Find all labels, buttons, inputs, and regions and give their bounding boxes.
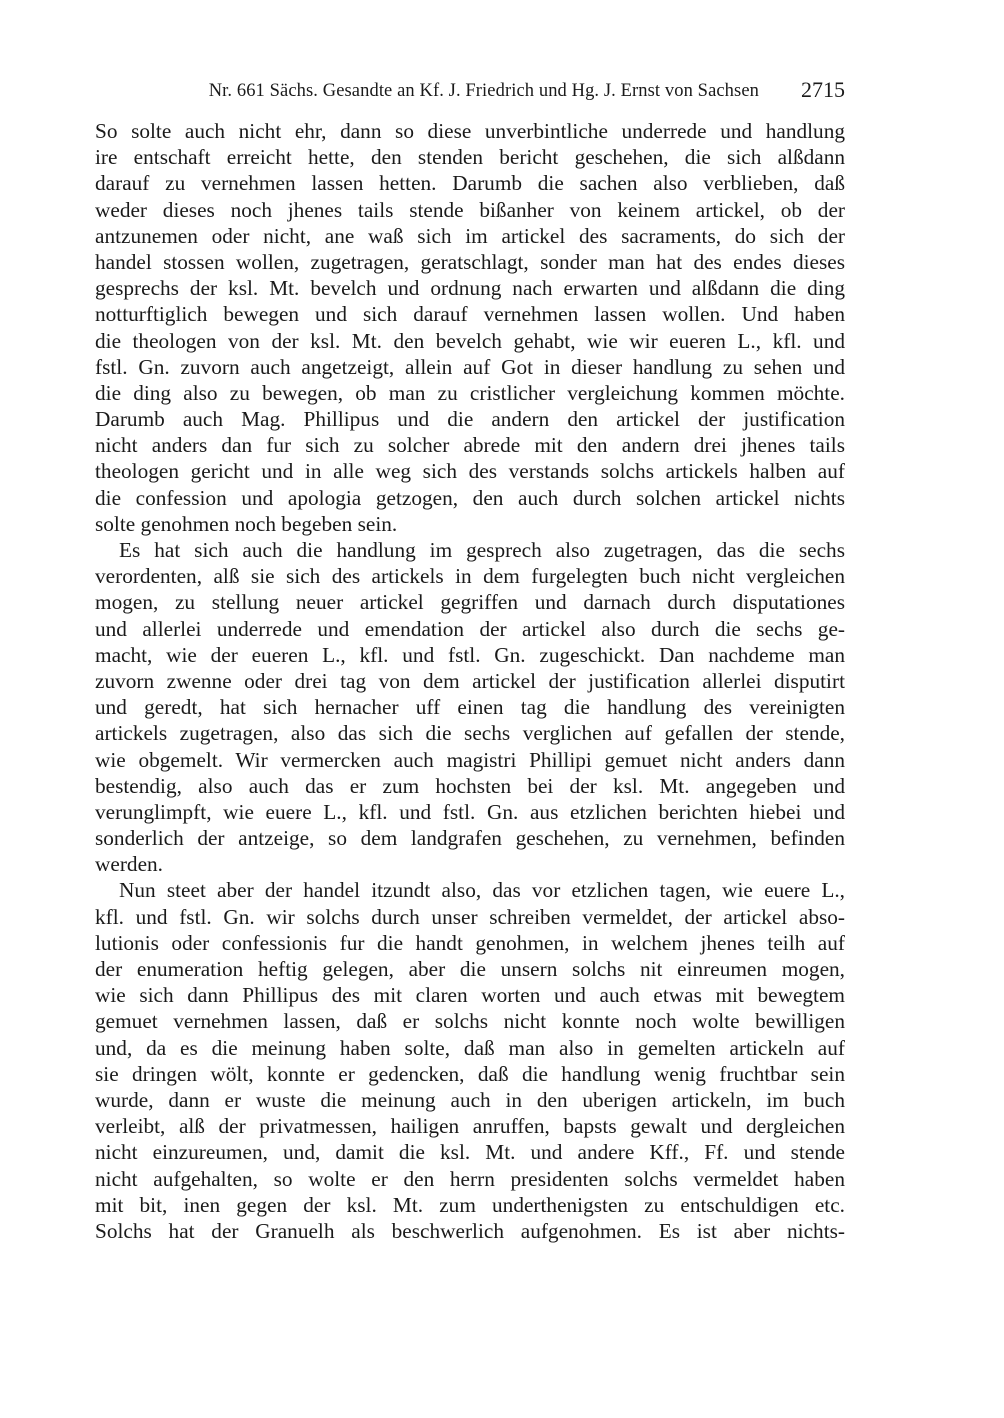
text-line: mit bit, inen gegen der ksl. Mt. zum underthenigsten zu entschuldigen etc.	[95, 1192, 845, 1217]
text-line: ire entschaft erreicht hette, den stenden bericht geschehen, die sich alßdann	[95, 145, 845, 170]
text-line: und, da es die meinung haben solte, daß man also in gemelten artickeln auf	[95, 1035, 845, 1060]
text-line: mogen, zu stellung neuer artickel gegriffen und darnach durch disputationes	[95, 590, 845, 615]
text-line: darauf zu vernehmen lassen hetten. Darumb die sachen also verblieben, daß	[95, 171, 845, 196]
text-line: wurde, dann er wuste die meinung auch in den uberigen artickeln, im buch	[95, 1087, 845, 1112]
document-page	[95, 76, 845, 1244]
running-header	[95, 76, 845, 110]
text-line: die confession und apologia getzogen, den auch durch solchen artickel nichts	[95, 485, 845, 510]
text-line: wie obgemelt. Wir vermercken auch magistri Phillipi gemuet nicht anders dann	[95, 747, 845, 772]
text-line: bestendig, also auch das er zum hochsten bei der ksl. Mt. angegeben und	[95, 773, 845, 798]
text-line: werden.	[95, 852, 163, 877]
text-line: Nun steet aber der handel itzundt also, das vor etzlichen tagen, wie euere L.,	[119, 878, 845, 903]
page-number: 2715	[801, 77, 845, 102]
text-line: nicht anders dan fur sich zu solcher abrede mit den andern drei jhenes tails	[95, 433, 845, 458]
text-line: artickels zugetragen, also das sich die sechs verglichen auf gefallen der stende,	[95, 721, 845, 746]
paragraph-1	[95, 118, 845, 537]
text-line: und allerlei underrede und emendation der artickel also durch die sechs ge-	[95, 616, 845, 641]
text-line: antzunemen oder nicht, ane waß sich im artickel des sacraments, do sich der	[95, 223, 845, 248]
text-line: theologen gericht und in alle weg sich des verstands solchs artickels halben auf	[95, 459, 845, 484]
paragraph-3	[95, 877, 845, 1244]
text-line: verordenten, alß sie sich des artickels in dem furgelegten buch nicht vergleichen	[95, 564, 845, 589]
text-line: handel stossen wollen, zugetragen, geratschlagt, sonder man hat des endes dieses	[95, 249, 845, 274]
text-line: sie dringen wölt, konnte er gedencken, daß die handlung wenig fruchtbar sein	[95, 1061, 845, 1086]
text-line: So solte auch nicht ehr, dann so diese unverbintliche underrede und handlung	[95, 119, 845, 143]
text-line: kfl. und fstl. Gn. wir solchs durch unser schreiben vermeldet, der artickel abso-	[95, 904, 845, 929]
text-line: verunglimpft, wie euere L., kfl. und fstl. Gn. aus etzlichen berichten hiebei und	[95, 799, 845, 824]
text-line: fstl. Gn. zuvorn auch angetzeigt, allein auf Got in dieser handlung zu sehen und	[95, 354, 845, 379]
text-line: sonderlich der antzeige, so dem landgrafen geschehen, zu vernehmen, befinden	[95, 826, 845, 851]
text-line: verleibt, alß der privatmessen, hailigen anruffen, bapsts gewalt und dergleichen	[95, 1114, 845, 1139]
text-line: zuvorn zwenne oder drei tag von dem artickel der justification allerlei disputirt	[95, 668, 845, 693]
text-line: und geredt, hat sich hernacher uff einen tag die handlung des vereinigten	[95, 695, 845, 720]
body-text	[95, 118, 845, 1244]
text-line: die ding also zu bewegen, ob man zu cristlicher vergleichung kommen möchte.	[95, 380, 845, 405]
text-line: weder dieses noch jhenes tails stende bißanher von keinem artickel, ob der	[95, 197, 845, 222]
text-line: lutionis oder confessionis fur die handt genohmen, in welchem jhenes teilh auf	[95, 930, 845, 955]
text-line: Es hat sich auch die handlung im gesprech also zugetragen, das die sechs	[119, 538, 845, 562]
text-line: notturftiglich bewegen und sich darauf vernehmen lassen wollen. Und haben	[95, 302, 845, 327]
text-line: solte genohmen noch begeben sein.	[95, 511, 398, 536]
text-line: macht, wie der eueren L., kfl. und fstl. Gn. zugeschickt. Dan nachdeme man	[95, 642, 845, 667]
paragraph-2	[95, 537, 845, 877]
text-line: nicht einzureumen, und, damit die ksl. Mt. und andere Kff., Ff. und stende	[95, 1140, 845, 1165]
text-line: der enumeration heftig gelegen, aber die unsern solchs nit einreumen mogen,	[95, 957, 845, 981]
text-line: Solchs hat der Granuelh als beschwerlich aufgenohmen. Es ist aber nichts-	[95, 1218, 845, 1243]
text-line: gesprechs der ksl. Mt. bevelch und ordnung nach erwarten und alßdann die ding	[95, 276, 845, 301]
text-line: die theologen von der ksl. Mt. den bevelch gehabt, wie wir eueren L., kfl. und	[95, 328, 845, 353]
text-line: wie sich dann Phillipus des mit claren worten und auch etwas mit bewegtem	[95, 983, 845, 1008]
text-line: Darumb auch Mag. Phillipus und die andern den artickel der justification	[95, 407, 845, 432]
running-title: Nr. 661 Sächs. Gesandte an Kf. J. Friedrich und Hg. J. Ernst von Sachsen	[208, 81, 759, 101]
text-line: gemuet vernehmen lassen, daß er solchs nicht konnte noch wolte bewilligen	[95, 1009, 845, 1034]
text-line: nicht aufgehalten, so wolte er den herrn presidenten solchs vermeldet haben	[95, 1166, 845, 1191]
